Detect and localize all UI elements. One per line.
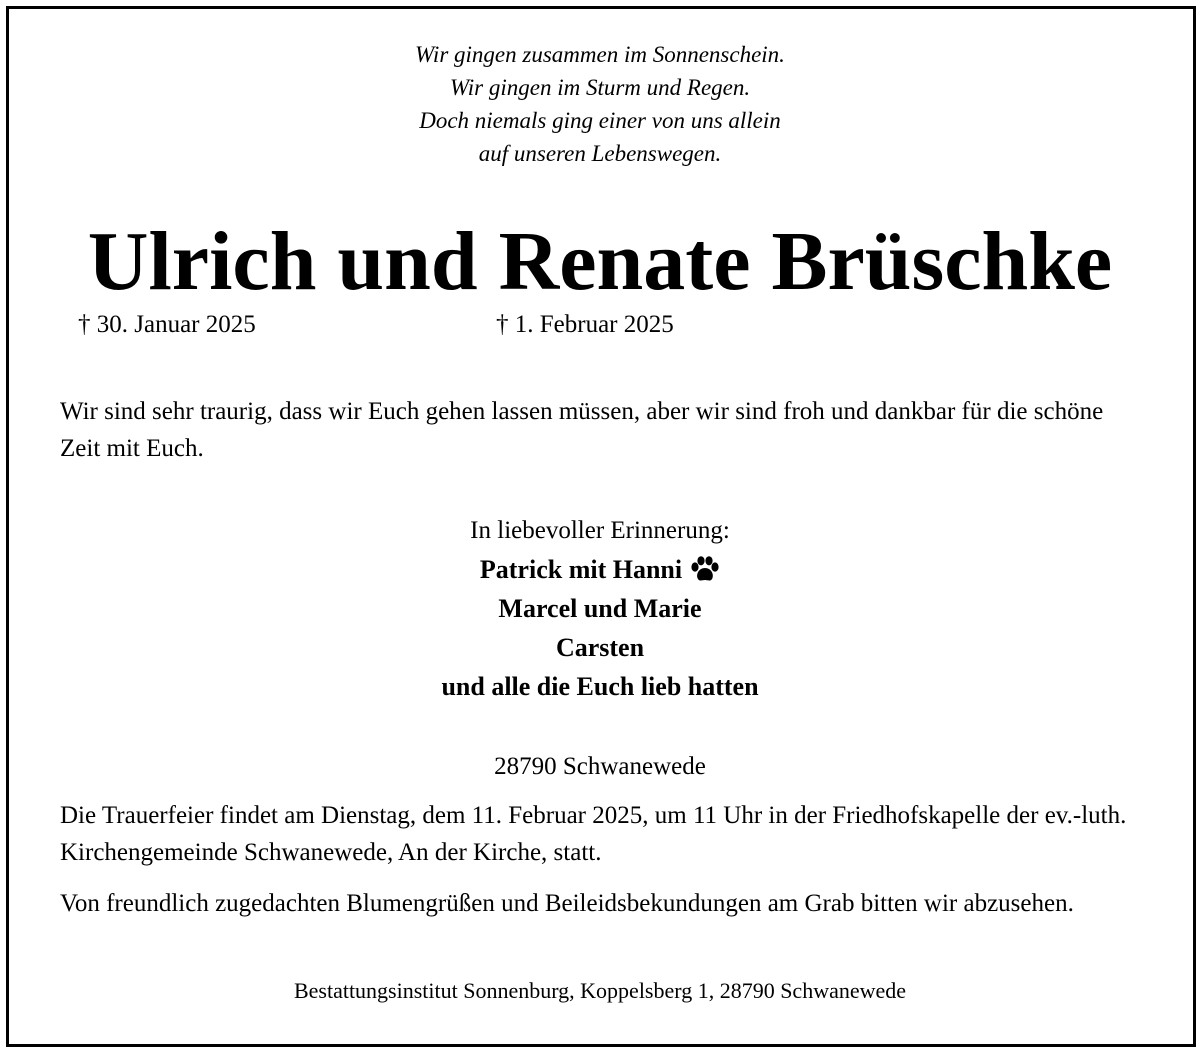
memory-heading: In liebevoller Erinnerung:: [470, 517, 730, 544]
mourner-line: Marcel und Marie: [498, 594, 702, 623]
flowers-notice: Von freundlich zugedachten Blumengrüßen und Beileidsbekundungen am Grab bitten wir abzusehen.: [60, 890, 1074, 917]
mourner-line: Carsten: [555, 633, 645, 662]
poem-line: Wir gingen zusammen im Sonnenschein.: [415, 42, 785, 67]
funeral-home: Bestattungsinstitut Sonnenburg, Koppelsberg 1, 28790 Schwanewede: [293, 978, 907, 1003]
funeral-notice: Die Trauerfeier findet am Dienstag, dem 11. Februar 2025, um 11 Uhr in der Friedhofskapelle der ev.-luth. Kirchengemeinde Schwanewede, An der Kirche, statt.: [60, 802, 1127, 866]
place: 28790 Schwanewede: [494, 753, 706, 780]
poem-line: auf unseren Lebenswegen.: [478, 141, 722, 166]
mourner-line: [0, 550, 1200, 589]
mourner-name: Patrick mit Hanni: [479, 555, 683, 584]
death-date-renate: † 1. Februar 2025: [496, 311, 674, 338]
poem-line: Wir gingen im Sturm und Regen.: [449, 75, 751, 100]
mourners-list: [0, 550, 1200, 706]
mourner-line: und alle die Euch lieb hatten: [441, 672, 759, 701]
death-date-ulrich: † 30. Januar 2025: [78, 311, 256, 338]
poem: [0, 38, 1200, 170]
poem-line: Doch niemals ging einer von uns allein: [419, 108, 781, 133]
condolence-message: Wir sind sehr traurig, dass wir Euch gehen lassen müssen, aber wir sind froh und dankbar für die schöne Zeit mit Euch.: [60, 398, 1104, 462]
deceased-names: Ulrich und Renate Brüschke: [87, 215, 1113, 308]
